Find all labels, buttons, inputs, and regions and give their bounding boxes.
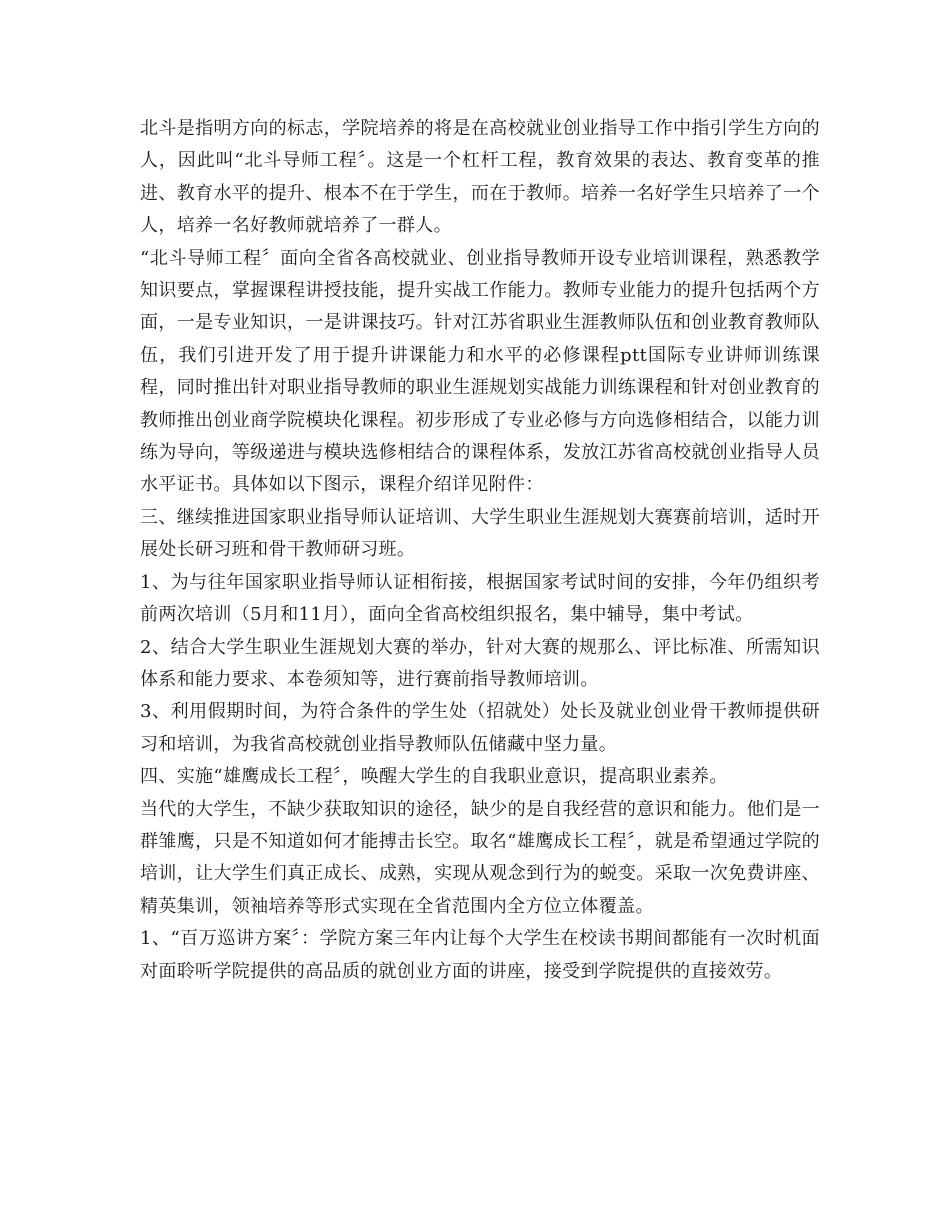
document-body xyxy=(140,113,820,988)
list-item-3-2: 2、结合大学生职业生涯规划大赛的举办，针对大赛的规那么、评比标准、所需知识体系和能力要求、本卷须知等，进行赛前指导教师培训。 xyxy=(140,636,820,690)
list-item-4-1: 1、“百万巡讲方案〞：学院方案三年内让每个大学生在校读书期间都能有一次时机面对面聆听学院提供的高品质的就创业方面的讲座，接受到学院提供的直接效劳。 xyxy=(140,928,820,982)
section-heading-4: 四、实施“雄鹰成长工程〞，唤醒大学生的自我职业意识，提高职业素养。 xyxy=(140,766,728,788)
paragraph-eagle-intro: 当代的大学生，不缺少获取知识的途径，缺少的是自我经营的意识和能力。他们是一群雏鹰，只是不知道如何才能搏击长空。取名“雄鹰成长工程〞，就是希望通过学院的培训，让大学生们真正成长、成熟，实现从观念到行为的蜕变。采取一次免费讲座、精英集训，领袖培养等形式实现在全省范围内全方位立体覆盖。 xyxy=(140,798,820,917)
list-item-3-3: 3、利用假期时间，为符合条件的学生处（招就处）处长及就业创业骨干教师提供研习和培训，为我省高校就创业指导教师队伍储藏中坚力量。 xyxy=(140,701,820,755)
paragraph-beidou-intro: 北斗是指明方向的标志，学院培养的将是在高校就业创业指导工作中指引学生方向的人，因此叫“北斗导师工程〞。这是一个杠杆工程，教育效果的表达、教育变革的推进、教育水平的提升、根本不在于学生，而在于教师。培养一名好学生只培养了一个人，培养一名好教师就培养了一群人。 xyxy=(140,118,820,237)
paragraph-beidou-courses: “北斗导师工程〞面向全省各高校就业、创业指导教师开设专业培训课程，熟悉教学知识要点，掌握课程讲授技能，提升实战工作能力。教师专业能力的提升包括两个方面，一是专业知识，一是讲课技巧。针对江苏省职业生涯教师队伍和创业教育教师队伍，我们引进开发了用于提升讲课能力和水平的必修课程ptt国际专业讲师训练课程，同时推出针对职业指导教师的职业生涯规划实战能力训练课程和针对创业教育的教师推出创业商学院模块化课程。初步形成了专业必修与方向选修相结合，以能力训练为导向，等级递进与模块选修相结合的课程体系，发放江苏省高校就创业指导人员水平证书。具体如以下图示，课程介绍详见附件： xyxy=(140,247,820,496)
list-item-3-1: 1、为与往年国家职业指导师认证相衔接，根据国家考试时间的安排，今年仍组织考前两次培训（5月和11月），面向全省高校组织报名，集中辅导，集中考试。 xyxy=(140,571,820,626)
section-heading-3: 三、继续推进国家职业指导师认证培训、大学生职业生涯规划大赛赛前培训，适时开展处长研习班和骨干教师研习班。 xyxy=(140,506,820,561)
